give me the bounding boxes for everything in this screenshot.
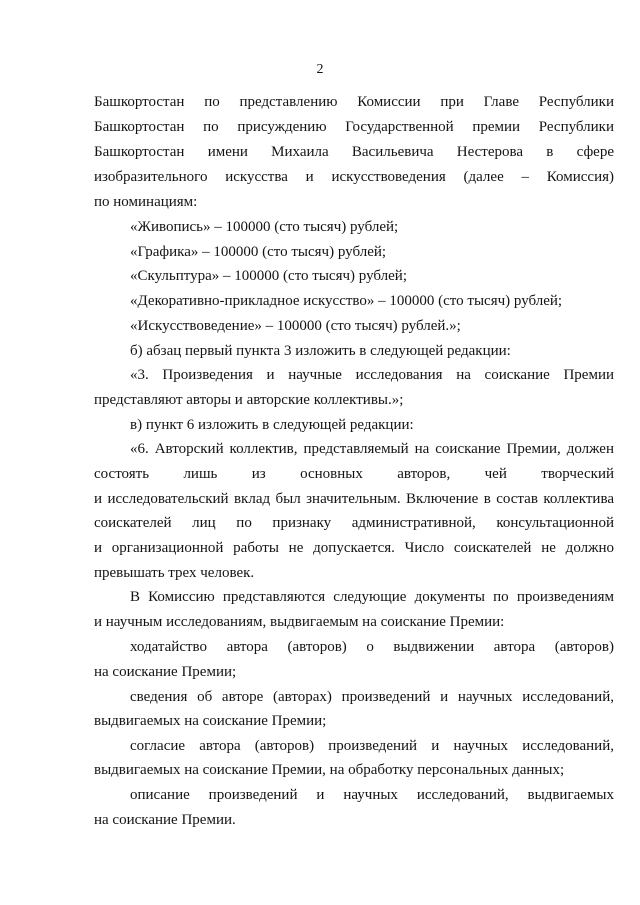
text-line: «3. Произведения и научные исследования на соискание Премии [130, 367, 614, 383]
text-line: на соискание Премии; [94, 664, 237, 680]
text-line: «Скульптура» – 100000 (сто тысяч) рублей; [130, 268, 407, 284]
text-line: Башкортостан по представлению Комиссии при Главе Республики [94, 94, 614, 110]
text-line: состоять лишь из основных авторов, чей творческий [94, 466, 614, 482]
text-line: «Живопись» – 100000 (сто тысяч) рублей; [130, 219, 399, 235]
text-line: соискателей лиц по признаку административной, консультационной [94, 515, 614, 531]
text-line: б) абзац первый пункта 3 изложить в следующей редакции: [130, 343, 511, 359]
text-line: «Искусствоведение» – 100000 (сто тысяч) рублей.»; [130, 318, 461, 334]
text-line: и организационной работы не допускается. Число соискателей не должно [94, 540, 614, 556]
text-line: «Декоративно-прикладное искусство» – 100000 (сто тысяч) рублей; [130, 293, 563, 309]
text-line: на соискание Премии. [94, 812, 236, 828]
text-line: и научным исследованиям, выдвигаемым на соискание Премии: [94, 614, 505, 630]
text-line: сведения об авторе (авторах) произведений и научных исследований, [130, 689, 614, 705]
text-line: выдвигаемых на соискание Премии, на обработку персональных данных; [94, 762, 565, 778]
text-line: «Графика» – 100000 (сто тысяч) рублей; [130, 244, 387, 260]
text-line: выдвигаемых на соискание Премии; [94, 713, 327, 729]
text-line: по номинациям: [94, 194, 198, 210]
text-line: Башкортостан по присуждению Государственной премии Республики [94, 119, 614, 135]
text-line: согласие автора (авторов) произведений и научных исследований, [130, 738, 614, 754]
text-line: представляют авторы и авторские коллективы.»; [94, 392, 404, 408]
text-line: описание произведений и научных исследований, выдвигаемых [130, 787, 614, 803]
text-line: «6. Авторский коллектив, представляемый на соискание Премии, должен [130, 441, 614, 457]
page-number: 2 [316, 62, 324, 77]
text-line: В Комиссию представляются следующие документы по произведениям [130, 589, 614, 605]
text-line: ходатайство автора (авторов) о выдвижении автора (авторов) [130, 639, 614, 655]
text-line: изобразительного искусства и искусствоведения (далее – Комиссия) [94, 169, 614, 185]
text-line: в) пункт 6 изложить в следующей редакции: [130, 417, 414, 433]
text-line: Башкортостан имени Михаила Васильевича Нестерова в сфере [94, 144, 614, 160]
text-line: и исследовательский вклад был значительным. Включение в состав коллектива [94, 491, 614, 507]
text-line: превышать трех человек. [94, 565, 255, 581]
